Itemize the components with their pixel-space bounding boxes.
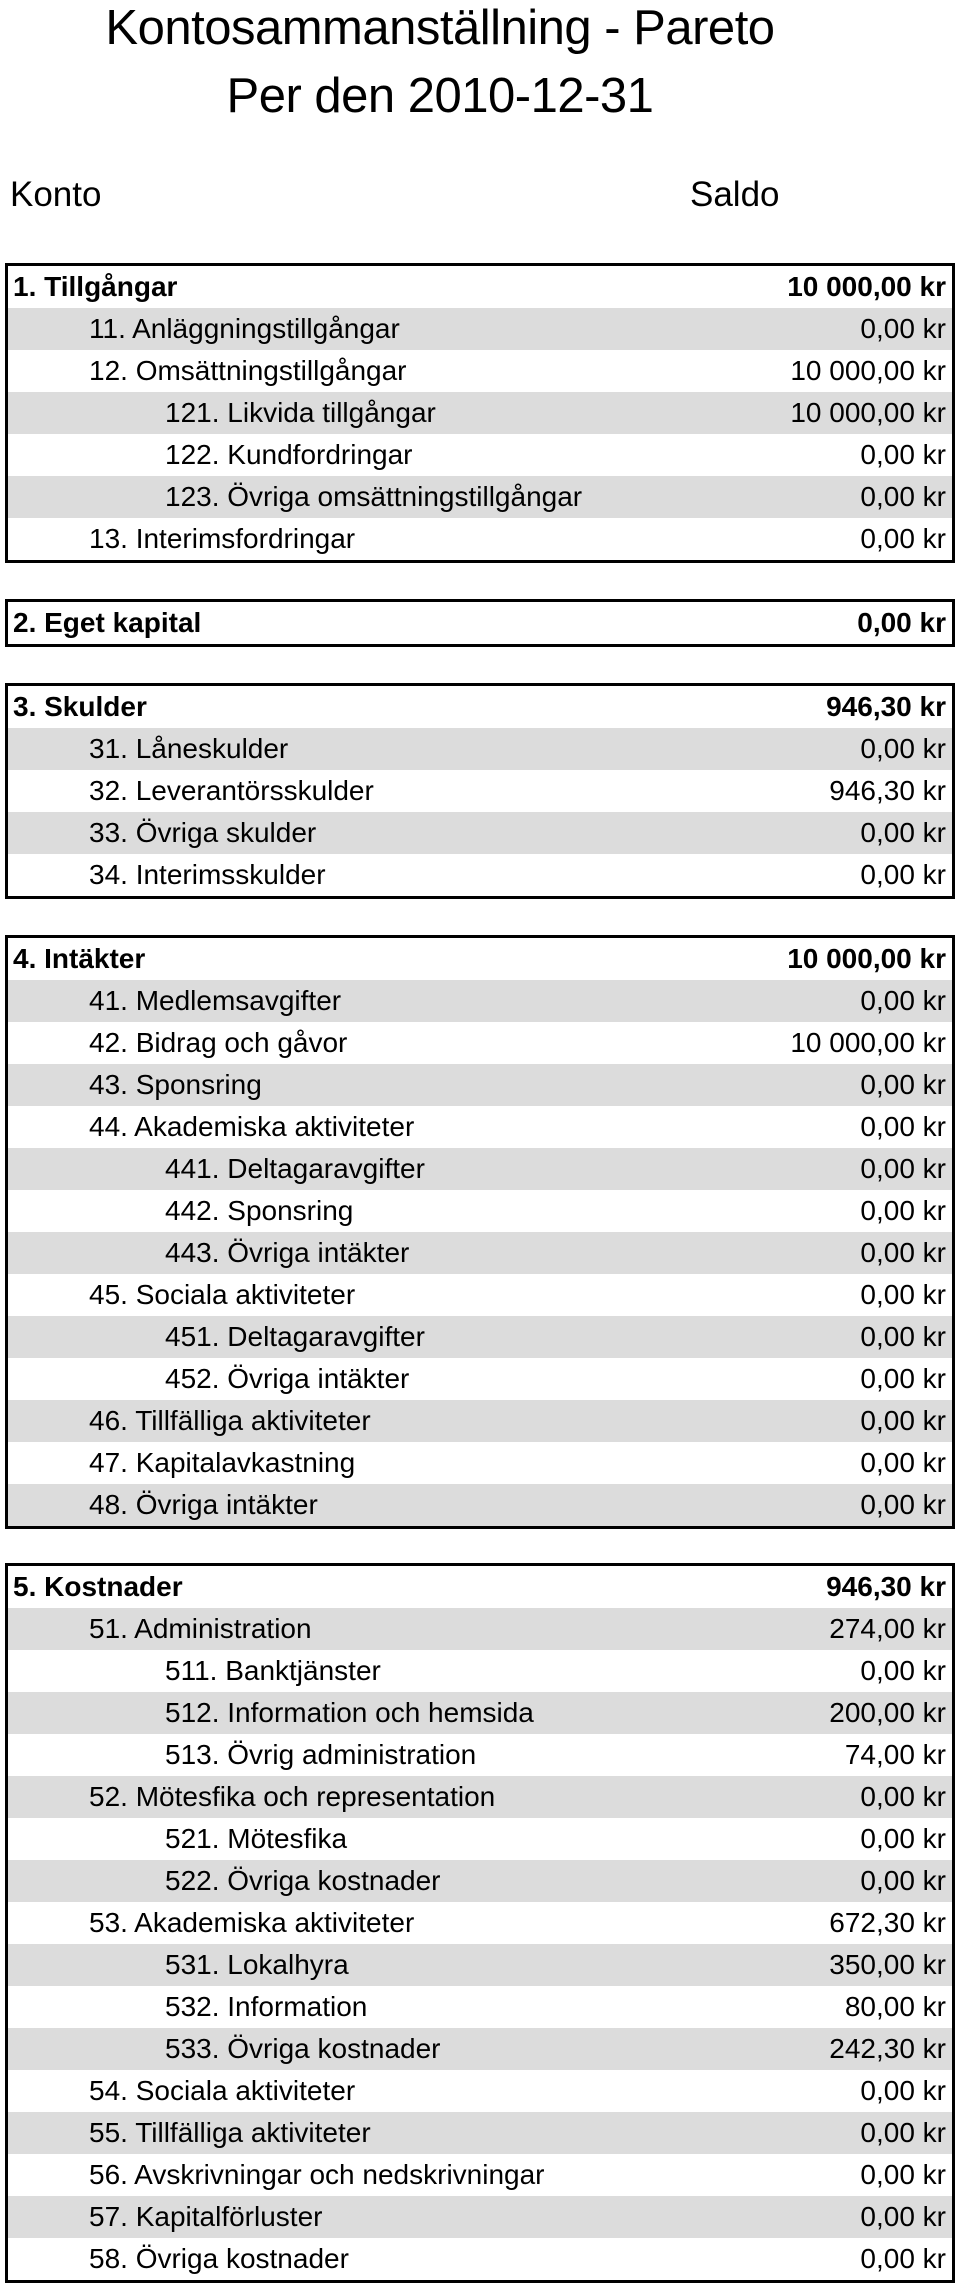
account-label: 521. Mötesfika xyxy=(165,1823,348,1854)
account-row xyxy=(8,1442,952,1484)
account-row xyxy=(8,1064,952,1106)
account-balance: 0,00 kr xyxy=(860,1237,946,1268)
account-row xyxy=(8,1484,952,1526)
account-balance: 672,30 kr xyxy=(829,1907,946,1938)
account-label: 451. Deltagaravgifter xyxy=(165,1321,425,1352)
account-balance: 350,00 kr xyxy=(829,1949,946,1980)
account-label: 46. Tillfälliga aktiviteter xyxy=(89,1405,371,1436)
account-row xyxy=(8,308,952,350)
account-row xyxy=(8,2070,952,2112)
section-header-row xyxy=(8,266,952,308)
account-row xyxy=(8,770,952,812)
account-section xyxy=(5,599,955,647)
section-header-row xyxy=(8,602,952,644)
account-balance: 0,00 kr xyxy=(860,859,946,890)
section-header-row xyxy=(8,938,952,980)
account-label: 2. Eget kapital xyxy=(13,607,202,638)
account-balance: 0,00 kr xyxy=(860,1447,946,1478)
account-label: 51. Administration xyxy=(89,1613,312,1644)
account-row xyxy=(8,392,952,434)
account-label: 513. Övrig administration xyxy=(165,1739,477,1770)
page-title: Kontosammanställning - Pareto xyxy=(105,1,775,55)
account-label: 452. Övriga intäkter xyxy=(165,1363,410,1394)
account-balance: 0,00 kr xyxy=(860,2117,946,2148)
column-header-account: Konto xyxy=(10,175,102,214)
account-label: 33. Övriga skulder xyxy=(89,817,317,848)
account-label: 522. Övriga kostnader xyxy=(165,1865,441,1896)
account-label: 532. Information xyxy=(165,1991,368,2022)
account-balance: 10 000,00 kr xyxy=(790,1027,946,1058)
account-label: 533. Övriga kostnader xyxy=(165,2033,441,2064)
account-row xyxy=(8,1316,952,1358)
account-section xyxy=(5,683,955,899)
account-balance: 200,00 kr xyxy=(829,1697,946,1728)
account-row xyxy=(8,1148,952,1190)
account-balance: 0,00 kr xyxy=(860,1195,946,1226)
account-balance: 0,00 kr xyxy=(860,1153,946,1184)
account-balance: 946,30 kr xyxy=(826,691,946,722)
account-label: 443. Övriga intäkter xyxy=(165,1237,410,1268)
account-section xyxy=(5,263,955,563)
account-balance: 274,00 kr xyxy=(829,1613,946,1644)
account-balance: 0,00 kr xyxy=(860,1111,946,1142)
account-label: 4. Intäkter xyxy=(13,943,146,974)
account-balance: 0,00 kr xyxy=(860,2201,946,2232)
account-balance: 0,00 kr xyxy=(857,607,946,638)
account-balance: 10 000,00 kr xyxy=(787,943,946,974)
account-label: 11. Anläggningstillgångar xyxy=(89,313,400,344)
account-label: 44. Akademiska aktiviteter xyxy=(89,1111,415,1142)
account-row xyxy=(8,2028,952,2070)
account-row xyxy=(8,728,952,770)
account-row xyxy=(8,1106,952,1148)
account-label: 43. Sponsring xyxy=(89,1069,262,1100)
account-label: 52. Mötesfika och representation xyxy=(89,1781,496,1812)
account-balance: 80,00 kr xyxy=(844,1991,946,2022)
account-label: 5. Kostnader xyxy=(13,1571,183,1602)
account-label: 57. Kapitalförluster xyxy=(89,2201,323,2232)
account-balance: 0,00 kr xyxy=(860,1781,946,1812)
account-balance: 0,00 kr xyxy=(860,1363,946,1394)
account-row xyxy=(8,812,952,854)
account-balance: 0,00 kr xyxy=(860,1823,946,1854)
account-row xyxy=(8,350,952,392)
account-row xyxy=(8,2238,952,2280)
account-row xyxy=(8,476,952,518)
account-balance: 0,00 kr xyxy=(860,733,946,764)
account-balance: 0,00 kr xyxy=(860,1069,946,1100)
account-label: 511. Banktjänster xyxy=(165,1655,381,1686)
account-row xyxy=(8,434,952,476)
account-label: 31. Låneskulder xyxy=(89,733,289,764)
account-label: 512. Information och hemsida xyxy=(165,1697,534,1728)
account-row xyxy=(8,1860,952,1902)
account-balance: 0,00 kr xyxy=(860,1279,946,1310)
account-section xyxy=(5,1563,955,2283)
account-row xyxy=(8,1400,952,1442)
account-row xyxy=(8,1232,952,1274)
account-row xyxy=(8,1692,952,1734)
account-balance: 0,00 kr xyxy=(860,313,946,344)
account-label: 41. Medlemsavgifter xyxy=(89,985,342,1016)
account-balance: 0,00 kr xyxy=(860,481,946,512)
column-header-balance: Saldo xyxy=(690,175,780,214)
account-balance: 0,00 kr xyxy=(860,1655,946,1686)
account-balance: 0,00 kr xyxy=(860,1405,946,1436)
account-row xyxy=(8,1274,952,1316)
account-label: 12. Omsättningstillgångar xyxy=(89,355,407,386)
page-subtitle: Per den 2010-12-31 xyxy=(226,69,654,123)
account-row xyxy=(8,2154,952,2196)
account-label: 54. Sociala aktiviteter xyxy=(89,2075,356,2106)
account-row xyxy=(8,2112,952,2154)
account-label: 45. Sociala aktiviteter xyxy=(89,1279,356,1310)
account-balance: 74,00 kr xyxy=(844,1739,946,1770)
section-header-row xyxy=(8,686,952,728)
account-row xyxy=(8,1358,952,1400)
account-label: 1. Tillgångar xyxy=(13,271,178,302)
account-row xyxy=(8,1944,952,1986)
account-row xyxy=(8,1776,952,1818)
account-label: 121. Likvida tillgångar xyxy=(165,397,436,428)
account-label: 123. Övriga omsättningstillgångar xyxy=(165,481,583,512)
account-section xyxy=(5,935,955,1529)
account-label: 55. Tillfälliga aktiviteter xyxy=(89,2117,371,2148)
account-row xyxy=(8,518,952,560)
account-balance: 0,00 kr xyxy=(860,1489,946,1520)
account-balance: 0,00 kr xyxy=(860,1321,946,1352)
account-label: 122. Kundfordringar xyxy=(165,439,413,470)
account-row xyxy=(8,1608,952,1650)
account-balance: 0,00 kr xyxy=(860,985,946,1016)
account-row xyxy=(8,1650,952,1692)
account-balance: 0,00 kr xyxy=(860,2243,946,2274)
account-label: 531. Lokalhyra xyxy=(165,1949,349,1980)
account-balance: 0,00 kr xyxy=(860,439,946,470)
account-label: 441. Deltagaravgifter xyxy=(165,1153,425,1184)
section-header-row xyxy=(8,1566,952,1608)
account-label: 32. Leverantörsskulder xyxy=(89,775,374,806)
account-row xyxy=(8,1902,952,1944)
account-label: 47. Kapitalavkastning xyxy=(89,1447,356,1478)
account-row xyxy=(8,1818,952,1860)
account-balance: 10 000,00 kr xyxy=(787,271,946,302)
account-row xyxy=(8,854,952,896)
account-balance: 242,30 kr xyxy=(829,2033,946,2064)
account-balance: 0,00 kr xyxy=(860,2075,946,2106)
account-label: 34. Interimsskulder xyxy=(89,859,326,890)
account-row xyxy=(8,2196,952,2238)
account-label: 58. Övriga kostnader xyxy=(89,2243,349,2274)
account-label: 42. Bidrag och gåvor xyxy=(89,1027,348,1058)
account-balance: 946,30 kr xyxy=(829,775,946,806)
account-label: 53. Akademiska aktiviteter xyxy=(89,1907,415,1938)
account-balance: 0,00 kr xyxy=(860,1865,946,1896)
account-label: 56. Avskrivningar och nedskrivningar xyxy=(89,2159,545,2190)
account-label: 13. Interimsfordringar xyxy=(89,523,356,554)
account-balance: 10 000,00 kr xyxy=(790,355,946,386)
account-label: 48. Övriga intäkter xyxy=(89,1489,318,1520)
account-label: 442. Sponsring xyxy=(165,1195,354,1226)
account-row xyxy=(8,1734,952,1776)
account-row xyxy=(8,1022,952,1064)
account-row xyxy=(8,980,952,1022)
account-balance: 0,00 kr xyxy=(860,523,946,554)
account-row xyxy=(8,1190,952,1232)
account-row xyxy=(8,1986,952,2028)
account-balance: 0,00 kr xyxy=(860,2159,946,2190)
account-balance: 10 000,00 kr xyxy=(790,397,946,428)
account-label: 3. Skulder xyxy=(13,691,147,722)
account-balance: 946,30 kr xyxy=(826,1571,946,1602)
account-balance: 0,00 kr xyxy=(860,817,946,848)
